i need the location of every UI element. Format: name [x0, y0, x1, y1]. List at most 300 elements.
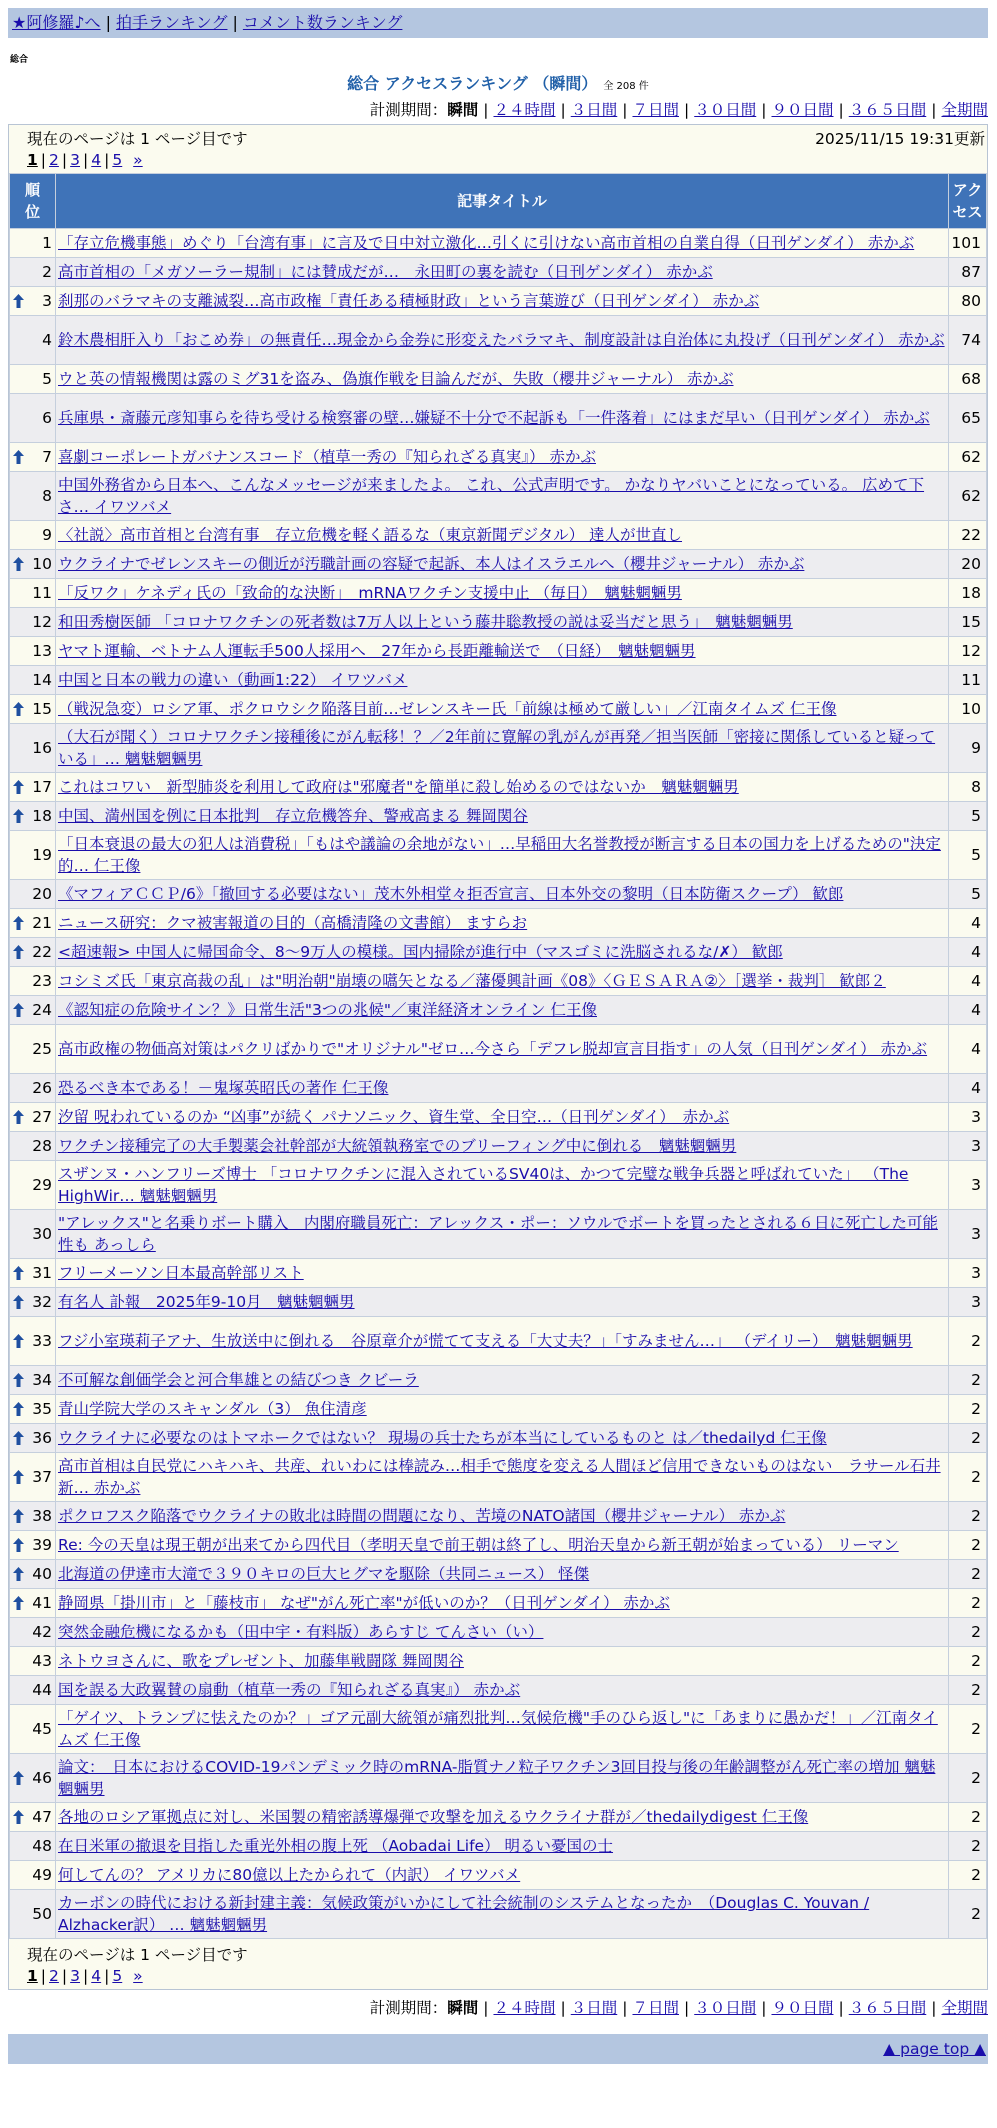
table-row [10, 1395, 987, 1424]
pager-current: 1 [27, 1967, 38, 1985]
table-row [10, 550, 987, 579]
article-link[interactable]: ネトウヨさんに、歌をプレゼント、加藤隼戦闘隊 舞岡関谷 [58, 1652, 464, 1670]
title-cell [56, 880, 949, 909]
rank-cell [10, 1502, 56, 1531]
title-cell [56, 1161, 949, 1210]
period-option-3[interactable]: ３０日間 [694, 1999, 757, 2017]
table-row [10, 880, 987, 909]
article-link[interactable]: 高市政権の物価高対策はパクリばかりで"オリジナル"ゼロ…今さら「デフレ脱却宣言目指す」の人気（日刊ゲンダイ） 赤かぶ [58, 1040, 928, 1058]
rank-up-arrow-icon [13, 702, 24, 716]
article-link[interactable]: 論文： 日本におけるCOVID-19パンデミック時のmRNA-脂質ナノ粒子ワクチン3回目投与後の年齢調整がん死亡率の増加 魑魅魍魎男 [58, 1758, 936, 1798]
article-link[interactable]: スザンヌ・ハンフリーズ博士 「コロナワクチンに混入されているSV40は、かつて完璧な戦争兵器と呼ばれていた」 （The HighWir… 魑魅魍魎男 [58, 1165, 909, 1205]
article-link[interactable]: 刹那のバラマキの支離滅裂…高市政権「責任ある積極財政」という言葉遊び（日刊ゲンダイ） 赤かぶ [58, 292, 760, 310]
access-count: 9 [949, 724, 987, 773]
table-row [10, 1589, 987, 1618]
title-cell [56, 472, 949, 521]
rank-cell [10, 316, 56, 365]
clap-ranking-link[interactable]: 拍手ランキング [115, 13, 228, 32]
article-link[interactable]: 「ゲイツ、トランプに怯えたのか？」ゴア元副大統領が痛烈批判…気候危機"手のひら返し"に「あまりに愚かだ！」／江南タイムズ 仁王像 [58, 1709, 938, 1749]
period-option-4[interactable]: ９０日間 [771, 1999, 834, 2017]
title-cell [56, 443, 949, 472]
ranking-box [8, 124, 988, 1990]
title-cell [56, 909, 949, 938]
article-link[interactable]: 高市首相の「メガソーラー規制」には賛成だが… 永田町の裏を読む（日刊ゲンダイ） 赤かぶ [58, 263, 713, 281]
rank-cell [10, 1803, 56, 1832]
access-header [949, 174, 987, 229]
period-option-0[interactable]: ２４時間 [493, 101, 556, 119]
rank-number: 18 [32, 807, 52, 825]
title-cell [56, 287, 949, 316]
article-link[interactable]: 各地のロシア軍拠点に対し、米国製の精密誘導爆弾で攻撃を加えるウクライナ群が／thedailydigest 仁王像 [58, 1808, 809, 1826]
rank-cell [10, 550, 56, 579]
table-row [10, 773, 987, 802]
rank-number: 49 [32, 1866, 52, 1884]
title-cell [56, 1074, 949, 1103]
rank-cell [10, 394, 56, 443]
rank-number: 47 [32, 1808, 52, 1826]
title-cell [56, 1890, 949, 1939]
access-count: 8 [949, 773, 987, 802]
article-link[interactable]: 「存立危機事態」めぐり「台湾有事」に言及で日中対立激化…引くに引けない高市首相の自業自得（日刊ゲンダイ） 赤かぶ [58, 234, 915, 252]
pager-separator [125, 1967, 130, 1985]
rank-number: 43 [32, 1652, 52, 1670]
rank-number: 46 [32, 1769, 52, 1787]
table-row [10, 802, 987, 831]
table-row [10, 1288, 987, 1317]
top-nav [8, 8, 988, 38]
rank-number: 37 [32, 1468, 52, 1486]
table-row [10, 1317, 987, 1366]
rank-cell [10, 1676, 56, 1705]
rank-number: 20 [32, 885, 52, 903]
access-count: 2 [949, 1589, 987, 1618]
title-cell [56, 579, 949, 608]
page-top-link[interactable]: ▲ page top ▲ [883, 2040, 986, 2058]
access-count: 2 [949, 1453, 987, 1502]
rank-number: 6 [42, 409, 52, 427]
access-count: 2 [949, 1861, 987, 1890]
access-count: 2 [949, 1424, 987, 1453]
rank-up-arrow-icon [13, 1509, 24, 1523]
table-row [10, 1890, 987, 1939]
article-link[interactable]: ウクライナでゼレンスキーの側近が汚職計画の容疑で起訴、本人はイスラエルへ（櫻井ジャーナル） 赤かぶ [58, 555, 805, 573]
pager-separator: | [104, 151, 110, 169]
access-count: 2 [949, 1395, 987, 1424]
title-cell [56, 996, 949, 1025]
rank-number: 24 [32, 1001, 52, 1019]
access-count: 3 [949, 1259, 987, 1288]
article-link[interactable]: 「日本衰退の最大の犯人は消費税」「もはや議論の余地がない」…早稲田大名誉教授が断言する日本の国力を上げるための"決定的… 仁王像 [58, 835, 941, 875]
article-link[interactable]: （戦況急変）ロシア軍、ポクロウシク陥落目前…ゼレンスキー氏「前線は極めて厳しい」／江南タイムズ 仁王像 [58, 700, 837, 718]
rank-number: 29 [32, 1176, 52, 1194]
table-row [10, 996, 987, 1025]
period-option-5[interactable]: ３６５日間 [848, 101, 927, 119]
rank-cell [10, 1366, 56, 1395]
rank-cell [10, 1861, 56, 1890]
table-row [10, 521, 987, 550]
rank-number: 9 [42, 526, 52, 544]
rank-number: 22 [32, 943, 52, 961]
period-label: 計測期間： [369, 1999, 448, 2017]
article-link[interactable]: カーボンの時代における新封建主義：気候政策がいかにして社会統制のシステムとなったか （Douglas C. Youvan / Alzhacker訳） … 魑魅魍魎男 [58, 1894, 870, 1934]
pager-page-5[interactable]: 5 [112, 151, 123, 169]
access-count: 3 [949, 1161, 987, 1210]
pager-page-4[interactable]: 4 [91, 1967, 102, 1985]
title-cell [56, 695, 949, 724]
access-count: 20 [949, 550, 987, 579]
category-label: 総合 [10, 55, 29, 65]
period-option-1[interactable]: ３日間 [570, 101, 618, 119]
article-link[interactable]: 恐るべき本である！－鬼塚英昭氏の著作 仁王像 [58, 1079, 389, 1097]
rank-cell [10, 1025, 56, 1074]
table-row [10, 1259, 987, 1288]
nav-separator: | [105, 13, 111, 32]
rank-number: 32 [32, 1293, 52, 1311]
pager-page-2[interactable]: 2 [49, 1967, 59, 1985]
access-count: 4 [949, 909, 987, 938]
article-link[interactable]: 《認知症の危険サイン？》日常生活"3つの兆候"／東洋経済オンライン 仁王像 [58, 1001, 597, 1019]
article-link[interactable]: 〈社説〉高市首相と台湾有事 存立危機を軽く語るな（東京新聞デジタル） 達人が世直し [58, 526, 683, 544]
article-link[interactable]: フジ小室瑛莉子アナ、生放送中に倒れる 谷原章介が慌てて支える「大丈夫？」「すみません…」 （デイリー） 魑魅魍魎男 [58, 1332, 913, 1350]
rank-number: 31 [32, 1264, 52, 1282]
article-link[interactable]: 国を誤る大政翼賛の扇動（植草一秀の『知られざる真実』） 赤かぶ [58, 1681, 521, 1699]
title-cell [56, 637, 949, 666]
table-row [10, 1560, 987, 1589]
rank-cell [10, 1288, 56, 1317]
period-option-5[interactable]: ３６５日間 [848, 1999, 927, 2017]
rank-cell [10, 1161, 56, 1210]
period-option-3[interactable]: ３０日間 [694, 101, 757, 119]
article-link[interactable]: 「反ワク」ケネディ氏の「致命的な決断」 mRNAワクチン支援中止 （毎日） 魑魅魍魎男 [58, 584, 682, 602]
pager-page-5[interactable]: 5 [112, 1967, 123, 1985]
title-cell [56, 1025, 949, 1074]
rank-cell [10, 1618, 56, 1647]
rank-cell [10, 637, 56, 666]
table-row [10, 1366, 987, 1395]
rank-header-label: 順 位 [24, 181, 40, 221]
rank-number: 17 [32, 778, 52, 796]
rank-number: 27 [32, 1108, 52, 1126]
article-link[interactable]: 汐留 呪われているのか “凶事”が続く パナソニック、資生堂、全日空…（日刊ゲンダイ） 赤かぶ [58, 1108, 730, 1126]
access-count: 3 [949, 1210, 987, 1259]
access-count: 22 [949, 521, 987, 550]
page-info [9, 125, 987, 149]
pager-separator: | [40, 1967, 47, 1985]
period-separator: | [483, 101, 489, 119]
article-link[interactable]: （大石が聞く）コロナワクチン接種後にがん転移！？／2年前に寛解の乳がんが再発／担当医師「密接に関係していると疑っている」… 魑魅魍魎男 [58, 728, 936, 768]
article-link[interactable]: 有名人 訃報 2025年9-10月 魑魅魍魎男 [58, 1293, 355, 1311]
access-count: 4 [949, 1074, 987, 1103]
rank-number: 50 [32, 1905, 52, 1923]
title-cell [56, 1754, 949, 1803]
table-row [10, 909, 987, 938]
rank-cell [10, 608, 56, 637]
access-count: 62 [949, 443, 987, 472]
table-row [10, 666, 987, 695]
rank-number: 2 [42, 263, 52, 281]
article-link[interactable]: 中国外務省から日本へ、こんなメッセージが来ましたよ。 これ、公式声明です。 かなりヤバいことになっている。 広めて下さ… イワツバメ [58, 476, 925, 516]
home-link[interactable]: ★阿修羅♪へ [12, 13, 101, 32]
rank-number: 13 [32, 642, 52, 660]
period-selector [8, 98, 988, 120]
title-cell [56, 724, 949, 773]
rank-cell [10, 472, 56, 521]
article-link[interactable]: 青山学院大学のスキャンダル（3） 魚住清彦 [58, 1400, 367, 1418]
access-count: 2 [949, 1754, 987, 1803]
table-row [10, 1025, 987, 1074]
article-link[interactable]: "アレックス"と名乗りボート購入 内閣府職員死亡：アレックス・ポー：ソウルでボートを買ったとされる６日に死亡した可能性も あっしら [58, 1214, 938, 1254]
title-cell [56, 938, 949, 967]
rank-number: 44 [32, 1681, 52, 1699]
rank-cell [10, 1754, 56, 1803]
article-link[interactable]: ポクロフスク陥落でウクライナの敗北は時間の問題になり、苦境のNATO諸国（櫻井ジャーナル） 赤かぶ [58, 1507, 786, 1525]
rank-up-arrow-icon [13, 1596, 24, 1610]
footer-bar [8, 2034, 988, 2064]
period-option-1[interactable]: ３日間 [570, 1999, 618, 2017]
article-link[interactable]: 喜劇コーポレートガバナンスコード（植草一秀の『知られざる真実』） 赤かぶ [58, 448, 596, 466]
rank-up-arrow-icon [13, 780, 24, 794]
pager-separator [125, 151, 130, 169]
access-count: 4 [949, 1025, 987, 1074]
rank-cell [10, 1132, 56, 1161]
rank-number: 3 [42, 292, 52, 310]
rank-cell [10, 831, 56, 880]
access-count: 4 [949, 938, 987, 967]
rank-cell [10, 1832, 56, 1861]
pager-next[interactable]: » [133, 151, 143, 169]
table-row [10, 1832, 987, 1861]
table-row [10, 938, 987, 967]
article-link[interactable]: ウクライナに必要なのはトマホークではない？ 現場の兵士たちが本当にしているものと は／thedailyd 仁王像 [58, 1429, 827, 1447]
pager-separator: | [61, 1967, 68, 1985]
title-cell [56, 967, 949, 996]
access-count: 15 [949, 608, 987, 637]
rank-number: 41 [32, 1594, 52, 1612]
rank-up-arrow-icon [13, 1567, 24, 1581]
pager-page-3[interactable]: 3 [70, 1967, 81, 1985]
rank-cell [10, 287, 56, 316]
access-count: 2 [949, 1647, 987, 1676]
pager-separator: | [83, 151, 89, 169]
pager-separator: | [83, 1967, 89, 1985]
period-separator: | [684, 101, 690, 119]
title-cell [56, 1560, 949, 1589]
title-cell [56, 1210, 949, 1259]
title-cell [56, 802, 949, 831]
rank-number: 5 [42, 370, 52, 388]
article-link[interactable]: 在日米軍の撤退を目指した重光外相の腹上死 （Aobadai Life） 明るい憂国の士 [58, 1837, 614, 1855]
rank-number: 23 [32, 972, 52, 990]
rank-cell [10, 1705, 56, 1754]
period-separator: | [622, 101, 628, 119]
rank-number: 14 [32, 671, 52, 689]
period-option-2[interactable]: ７日間 [632, 101, 679, 119]
table-row [10, 637, 987, 666]
rank-up-arrow-icon [13, 1771, 24, 1785]
rank-number: 45 [32, 1720, 52, 1738]
title-cell [56, 1424, 949, 1453]
rank-up-arrow-icon [13, 294, 24, 308]
title-cell [56, 365, 949, 394]
pager-page-2[interactable]: 2 [49, 151, 59, 169]
access-count: 12 [949, 637, 987, 666]
article-link[interactable]: 北海道の伊達市大滝で３９０キロの巨大ヒグマを駆除（共同ニュース） 怪傑 [58, 1565, 590, 1583]
access-count: 80 [949, 287, 987, 316]
article-link[interactable]: <超速報> 中国人に帰国命令、8〜9万人の模様。国内掃除が進行中（マスゴミに洗脳されるな/✗） 歓郎 [58, 943, 783, 961]
article-link[interactable]: ニュース研究：クマ被害報道の目的（高橋清隆の文書館） ますらお [58, 914, 528, 932]
comment-ranking-link[interactable]: コメント数ランキング [242, 13, 403, 32]
title-cell [56, 1453, 949, 1502]
access-count: 74 [949, 316, 987, 365]
pager-separator: | [104, 1967, 110, 1985]
article-link[interactable]: 突然金融危機になるかも（田中宇・有料版）あらすじ てんさい（い） [58, 1623, 544, 1641]
period-separator: | [483, 1999, 489, 2017]
rank-number: 48 [32, 1837, 52, 1855]
rank-cell [10, 1074, 56, 1103]
rank-number: 28 [32, 1137, 52, 1155]
access-count: 11 [949, 666, 987, 695]
table-row [10, 229, 987, 258]
table-row [10, 608, 987, 637]
table-row [10, 579, 987, 608]
access-count: 2 [949, 1803, 987, 1832]
article-link[interactable]: 高市首相は自民党にハキハキ、共産、れいわには棒読み…相手で態度を変える人間ほど信用できないものはない ラサール石井 新… 赤かぶ [58, 1457, 941, 1497]
table-row [10, 1531, 987, 1560]
period-label: 計測期間： [369, 101, 448, 119]
pager-page-4[interactable]: 4 [91, 151, 102, 169]
article-link[interactable]: 《マフィアＣＣＰ/6》「撤回する必要はない」茂木外相堂々拒否宣言、日本外交の黎明（日本防衛スクープ） 歓郎 [58, 885, 844, 903]
access-count: 65 [949, 394, 987, 443]
table-row [10, 1210, 987, 1259]
period-selector-bottom [8, 1996, 988, 2018]
pager-current: 1 [27, 151, 38, 169]
access-count: 5 [949, 802, 987, 831]
rank-number: 42 [32, 1623, 52, 1641]
period-option-0[interactable]: ２４時間 [493, 1999, 556, 2017]
table-row [10, 316, 987, 365]
title-cell [56, 1317, 949, 1366]
access-count: 4 [949, 967, 987, 996]
period-option-6[interactable]: 全期間 [941, 101, 988, 119]
rank-cell [10, 1395, 56, 1424]
ranking-rows [10, 229, 987, 1939]
period-current: 瞬間 [447, 1999, 479, 2017]
ranking-table [9, 173, 987, 1939]
rank-number: 25 [32, 1040, 52, 1058]
table-row [10, 1161, 987, 1210]
article-link[interactable]: ヤマト運輸、ベトナム人運転手500人採用へ 27年から長距離輸送で （日経） 魑魅魍魎男 [58, 642, 696, 660]
access-count: 10 [949, 695, 987, 724]
table-row [10, 831, 987, 880]
title-cell [56, 1676, 949, 1705]
access-count: 2 [949, 1676, 987, 1705]
access-count: 2 [949, 1317, 987, 1366]
rank-number: 8 [42, 487, 52, 505]
article-link[interactable]: 静岡県「掛川市」と「藤枝市」 なぜ"がん死亡率"が低いのか？（日刊ゲンダイ） 赤かぶ [58, 1594, 670, 1612]
article-link[interactable]: フリーメーソン日本最高幹部リスト [58, 1264, 304, 1282]
article-link[interactable]: コシミズ氏「東京高裁の乱」は"明治朝"崩壊の嚆矢となる／藩優興計画《08》〈ＧＥＳＡＲＡ②〉［選挙・裁判］ 歓郎２ [58, 972, 886, 990]
title-cell [56, 1618, 949, 1647]
table-row [10, 1676, 987, 1705]
rank-up-arrow-icon [13, 1373, 24, 1387]
page-title [8, 71, 988, 94]
period-separator: | [560, 1999, 566, 2017]
rank-number: 15 [32, 700, 52, 718]
rank-cell [10, 365, 56, 394]
rank-up-arrow-icon [13, 1110, 24, 1124]
rank-cell [10, 773, 56, 802]
article-link[interactable]: 不可解な創価学会と河合隼雄との結びつき クビーラ [58, 1371, 419, 1389]
rank-number: 10 [32, 555, 52, 573]
pager [9, 149, 987, 173]
title-cell [56, 1803, 949, 1832]
rank-number: 30 [32, 1225, 52, 1243]
title-cell [56, 666, 949, 695]
period-current: 瞬間 [447, 101, 479, 119]
access-count: 2 [949, 1618, 987, 1647]
article-link[interactable]: 中国と日本の戦力の違い（動画1:22） イワツバメ [58, 671, 408, 689]
title-cell [56, 1861, 949, 1890]
article-link[interactable]: 何してんの？ アメリカに80億以上たかられて（内訳） イワツバメ [58, 1866, 521, 1884]
rank-number: 40 [32, 1565, 52, 1583]
access-count: 3 [949, 1103, 987, 1132]
rank-cell [10, 880, 56, 909]
table-row [10, 1132, 987, 1161]
pager-next[interactable]: » [133, 1967, 143, 1985]
rank-number: 1 [42, 234, 52, 252]
rank-number: 35 [32, 1400, 52, 1418]
rank-cell [10, 996, 56, 1025]
table-row [10, 1861, 987, 1890]
title-cell [56, 1502, 949, 1531]
pager-page-3[interactable]: 3 [70, 151, 81, 169]
nav-separator: | [232, 13, 238, 32]
rank-cell [10, 1589, 56, 1618]
article-link[interactable]: 中国、満州国を例に日本批判 存立危機答弁、警戒高まる 舞岡関谷 [58, 807, 528, 825]
table-row [10, 1754, 987, 1803]
title-cell [56, 1288, 949, 1317]
rank-number: 39 [32, 1536, 52, 1554]
rank-up-arrow-icon [13, 1334, 24, 1348]
title-cell [56, 831, 949, 880]
rank-cell [10, 938, 56, 967]
title-cell [56, 1132, 949, 1161]
article-link[interactable]: ウと英の情報機関は露のミグ31を盗み、偽旗作戦を目論んだが、失敗（櫻井ジャーナル） 赤かぶ [58, 370, 734, 388]
period-option-2[interactable]: ７日間 [632, 1999, 679, 2017]
title-header: 記事タイトル [56, 174, 949, 229]
period-option-4[interactable]: ９０日間 [771, 101, 834, 119]
article-link[interactable]: Re: 今の天皇は現王朝が出来てから四代目（孝明天皇で前王朝は終了し、明治天皇から新王朝が始まっている） リーマン [58, 1536, 899, 1554]
rank-cell [10, 1560, 56, 1589]
article-link[interactable]: 鈴木農相肝入り「おこめ券」の無責任…現金から金券に形変えたバラマキ、制度設計は自治体に丸投げ（日刊ゲンダイ） 赤かぶ [58, 331, 945, 349]
table-row [10, 1705, 987, 1754]
table-row [10, 1074, 987, 1103]
article-link[interactable]: 兵庫県・斎藤元彦知事らを待ち受ける検察審の壁…嫌疑不十分で不起訴も「一件落着」にはまだ早い（日刊ゲンダイ） 赤かぶ [58, 409, 930, 427]
access-count: 62 [949, 472, 987, 521]
period-separator: | [931, 1999, 937, 2017]
rank-cell [10, 1453, 56, 1502]
title-cell [56, 521, 949, 550]
access-count: 4 [949, 996, 987, 1025]
access-count: 2 [949, 1890, 987, 1939]
table-row [10, 967, 987, 996]
period-option-6[interactable]: 全期間 [941, 1999, 988, 2017]
article-link[interactable]: 和田秀樹医師 「コロナワクチンの死者数は7万人以上という藤井聡教授の説は妥当だと思う」 魑魅魍魎男 [58, 613, 793, 631]
article-link[interactable]: これはコワい 新型肺炎を利用して政府は"邪魔者"を簡単に殺し始めるのではないか 魑魅魍魎男 [58, 778, 739, 796]
title-cell [56, 1589, 949, 1618]
rank-number: 36 [32, 1429, 52, 1447]
article-link[interactable]: ワクチン接種完了の大手製薬会社幹部が大統領執務室でのブリーフィング中に倒れる 魑魅魍魎男 [58, 1137, 737, 1155]
